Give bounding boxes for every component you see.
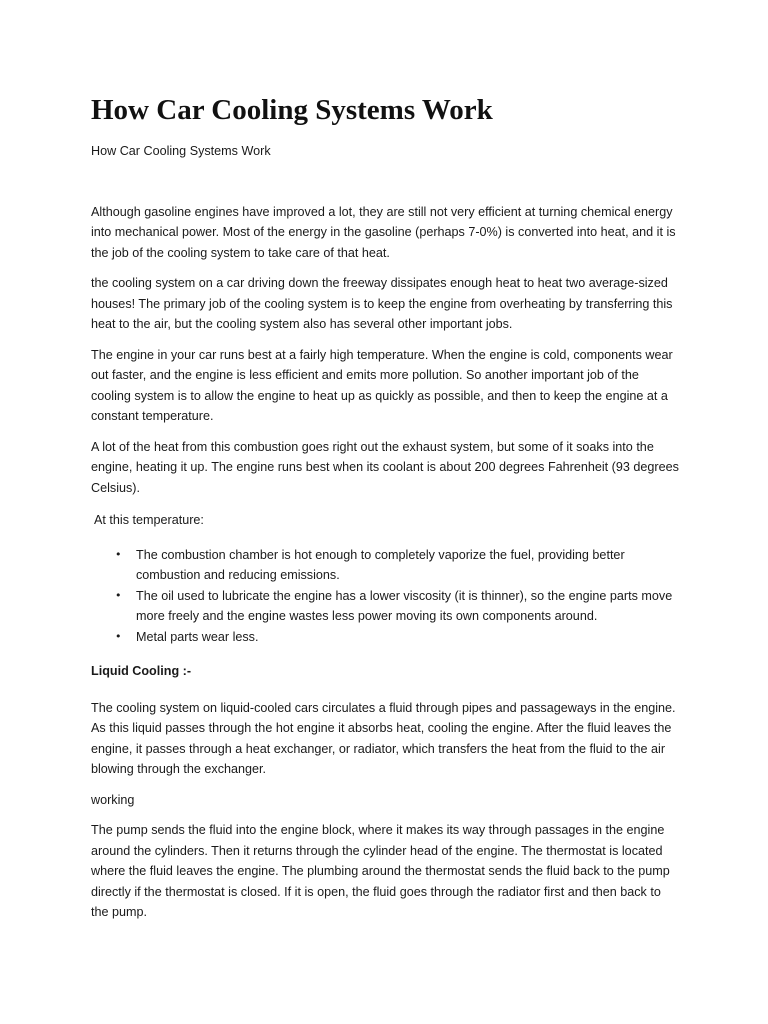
paragraph-working: The pump sends the fluid into the engine block, where it makes its way through passages in the engine around the cylinders. Then it returns through the cylinder head of the engine. The thermostat is located where the fluid leaves the engine. The plumbing around the thermostat sends the fluid back to the pump directly if the thermostat is closed. If it is open, the fluid goes through the radiator first and then back to the pump.	[91, 823, 670, 919]
bullet-icon: •	[115, 547, 122, 561]
paragraph-liquid-cooling: The cooling system on liquid-cooled cars circulates a fluid through pipes and passageways in the engine. As this liquid passes through the hot engine it absorbs heat, cooling the engine. After the fluid leaves the engine, it passes through a heat exchanger, or radiator, which transfers the heat from the fluid to the air blowing through the exchanger.	[91, 700, 676, 776]
paragraph-freeway-heat: the cooling system on a car driving down the freeway dissipates enough heat to heat two average-sized houses! The primary job of the cooling system is to keep the engine from overheating by transferring this heat to the air, but the cooling system also has several other important jobs.	[91, 276, 673, 331]
list-item	[91, 586, 681, 627]
working-heading: working	[91, 792, 135, 807]
temperature-benefits-list	[91, 545, 681, 648]
list-item-text: Metal parts wear less.	[136, 629, 259, 644]
list-item-text: The combustion chamber is hot enough to completely vaporize the fuel, providing better combustion and reducing emissions.	[136, 547, 625, 582]
paragraph-combustion-heat: A lot of the heat from this combustion goes right out the exhaust system, but some of it soaks into the engine, heating it up. The engine runs best when its coolant is about 200 degrees Fahrenheit (93 degrees Celsius).	[91, 439, 679, 495]
list-item-text: The oil used to lubricate the engine has a lower viscosity (it is thinner), so the engine parts move more freely and the engine wastes less power moving its own components around.	[136, 588, 673, 623]
document-title: How Car Cooling Systems Work	[91, 94, 493, 126]
document-content	[91, 92, 681, 933]
list-item	[91, 545, 681, 586]
bullet-icon: •	[115, 629, 122, 643]
temperature-label: At this temperature:	[94, 513, 204, 527]
bullet-icon: •	[115, 588, 122, 602]
paragraph-efficiency: Although gasoline engines have improved a lot, they are still not very efficient at turning chemical energy into mechanical power. Most of the energy in the gasoline (perhaps 7-0%) is converted into heat, and it is the job of the cooling system to take care of that heat.	[91, 204, 676, 260]
liquid-cooling-heading: Liquid Cooling :-	[91, 664, 192, 678]
list-item	[91, 627, 681, 648]
document-subtitle: How Car Cooling Systems Work	[91, 144, 271, 158]
paragraph-engine-temperature: The engine in your car runs best at a fairly high temperature. When the engine is cold, components wear out faster, and the engine is less efficient and emits more pollution. So another important job of the cooling system is to allow the engine to heat up as quickly as possible, and then to keep the engine at a constant temperature.	[91, 347, 673, 423]
